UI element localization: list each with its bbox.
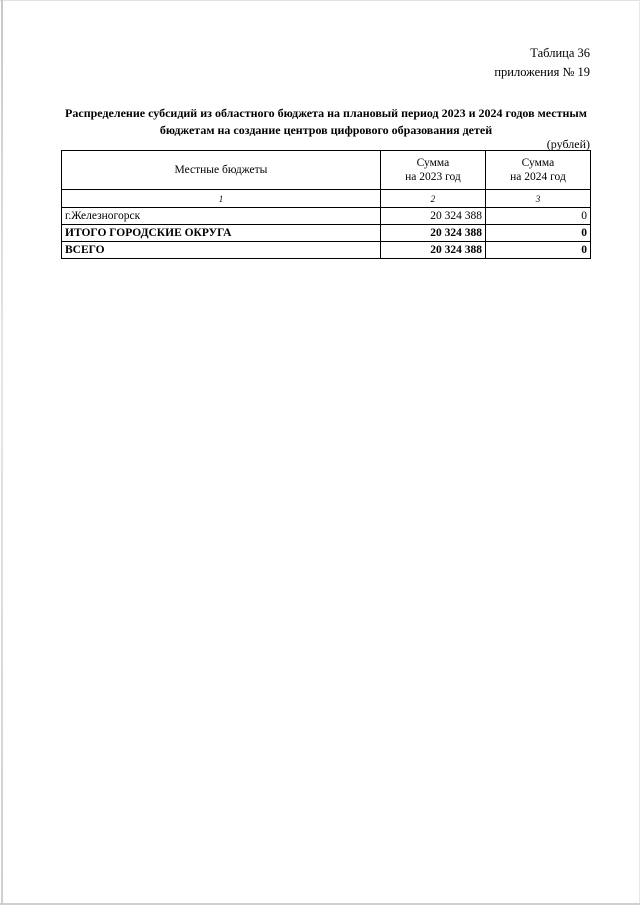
column-header-budgets-label: Местные бюджеты	[174, 164, 268, 176]
column-header-sum-2024-line1: Сумма	[521, 157, 555, 169]
column-header-sum-2024-line2: на 2024 год	[510, 171, 566, 183]
page-edge-top	[0, 0, 640, 1]
budget-name-cell: ВСЕГО	[62, 242, 381, 259]
sum-2023-cell: 20 324 388	[380, 225, 485, 242]
document-title: Распределение субсидий из областного бюджета на плановый период 2023 и 2024 годов местным бюджетам на создание центров цифрового образования детей	[65, 106, 587, 137]
table-reference: Таблица 36	[530, 46, 590, 60]
column-header-sum-2024	[485, 151, 590, 190]
column-header-sum-2023	[380, 151, 485, 190]
budget-name-cell: г.Железногорск	[62, 208, 381, 225]
budget-name-cell: ИТОГО ГОРОДСКИЕ ОКРУГА	[62, 225, 381, 242]
table-row-subtotal	[62, 225, 591, 242]
appendix-reference: приложения № 19	[494, 65, 590, 79]
page-edge-left	[1, 0, 3, 905]
column-number-1: 1	[62, 190, 381, 208]
column-number-3: 3	[485, 190, 590, 208]
table-header-row	[62, 151, 591, 190]
unit-label: (рублей)	[546, 137, 590, 151]
sum-2024-cell: 0	[485, 208, 590, 225]
sum-2023-cell: 20 324 388	[380, 208, 485, 225]
sum-2024-cell: 0	[485, 242, 590, 259]
budget-table	[61, 150, 591, 259]
table-row-total	[62, 242, 591, 259]
column-header-sum-2023-line1: Сумма	[416, 157, 450, 169]
column-number-row	[62, 190, 591, 208]
sum-2024-cell: 0	[485, 225, 590, 242]
column-header-budgets	[62, 151, 381, 190]
sum-2023-cell: 20 324 388	[380, 242, 485, 259]
column-header-sum-2023-line2: на 2023 год	[405, 171, 461, 183]
table-row	[62, 208, 591, 225]
column-number-2: 2	[380, 190, 485, 208]
